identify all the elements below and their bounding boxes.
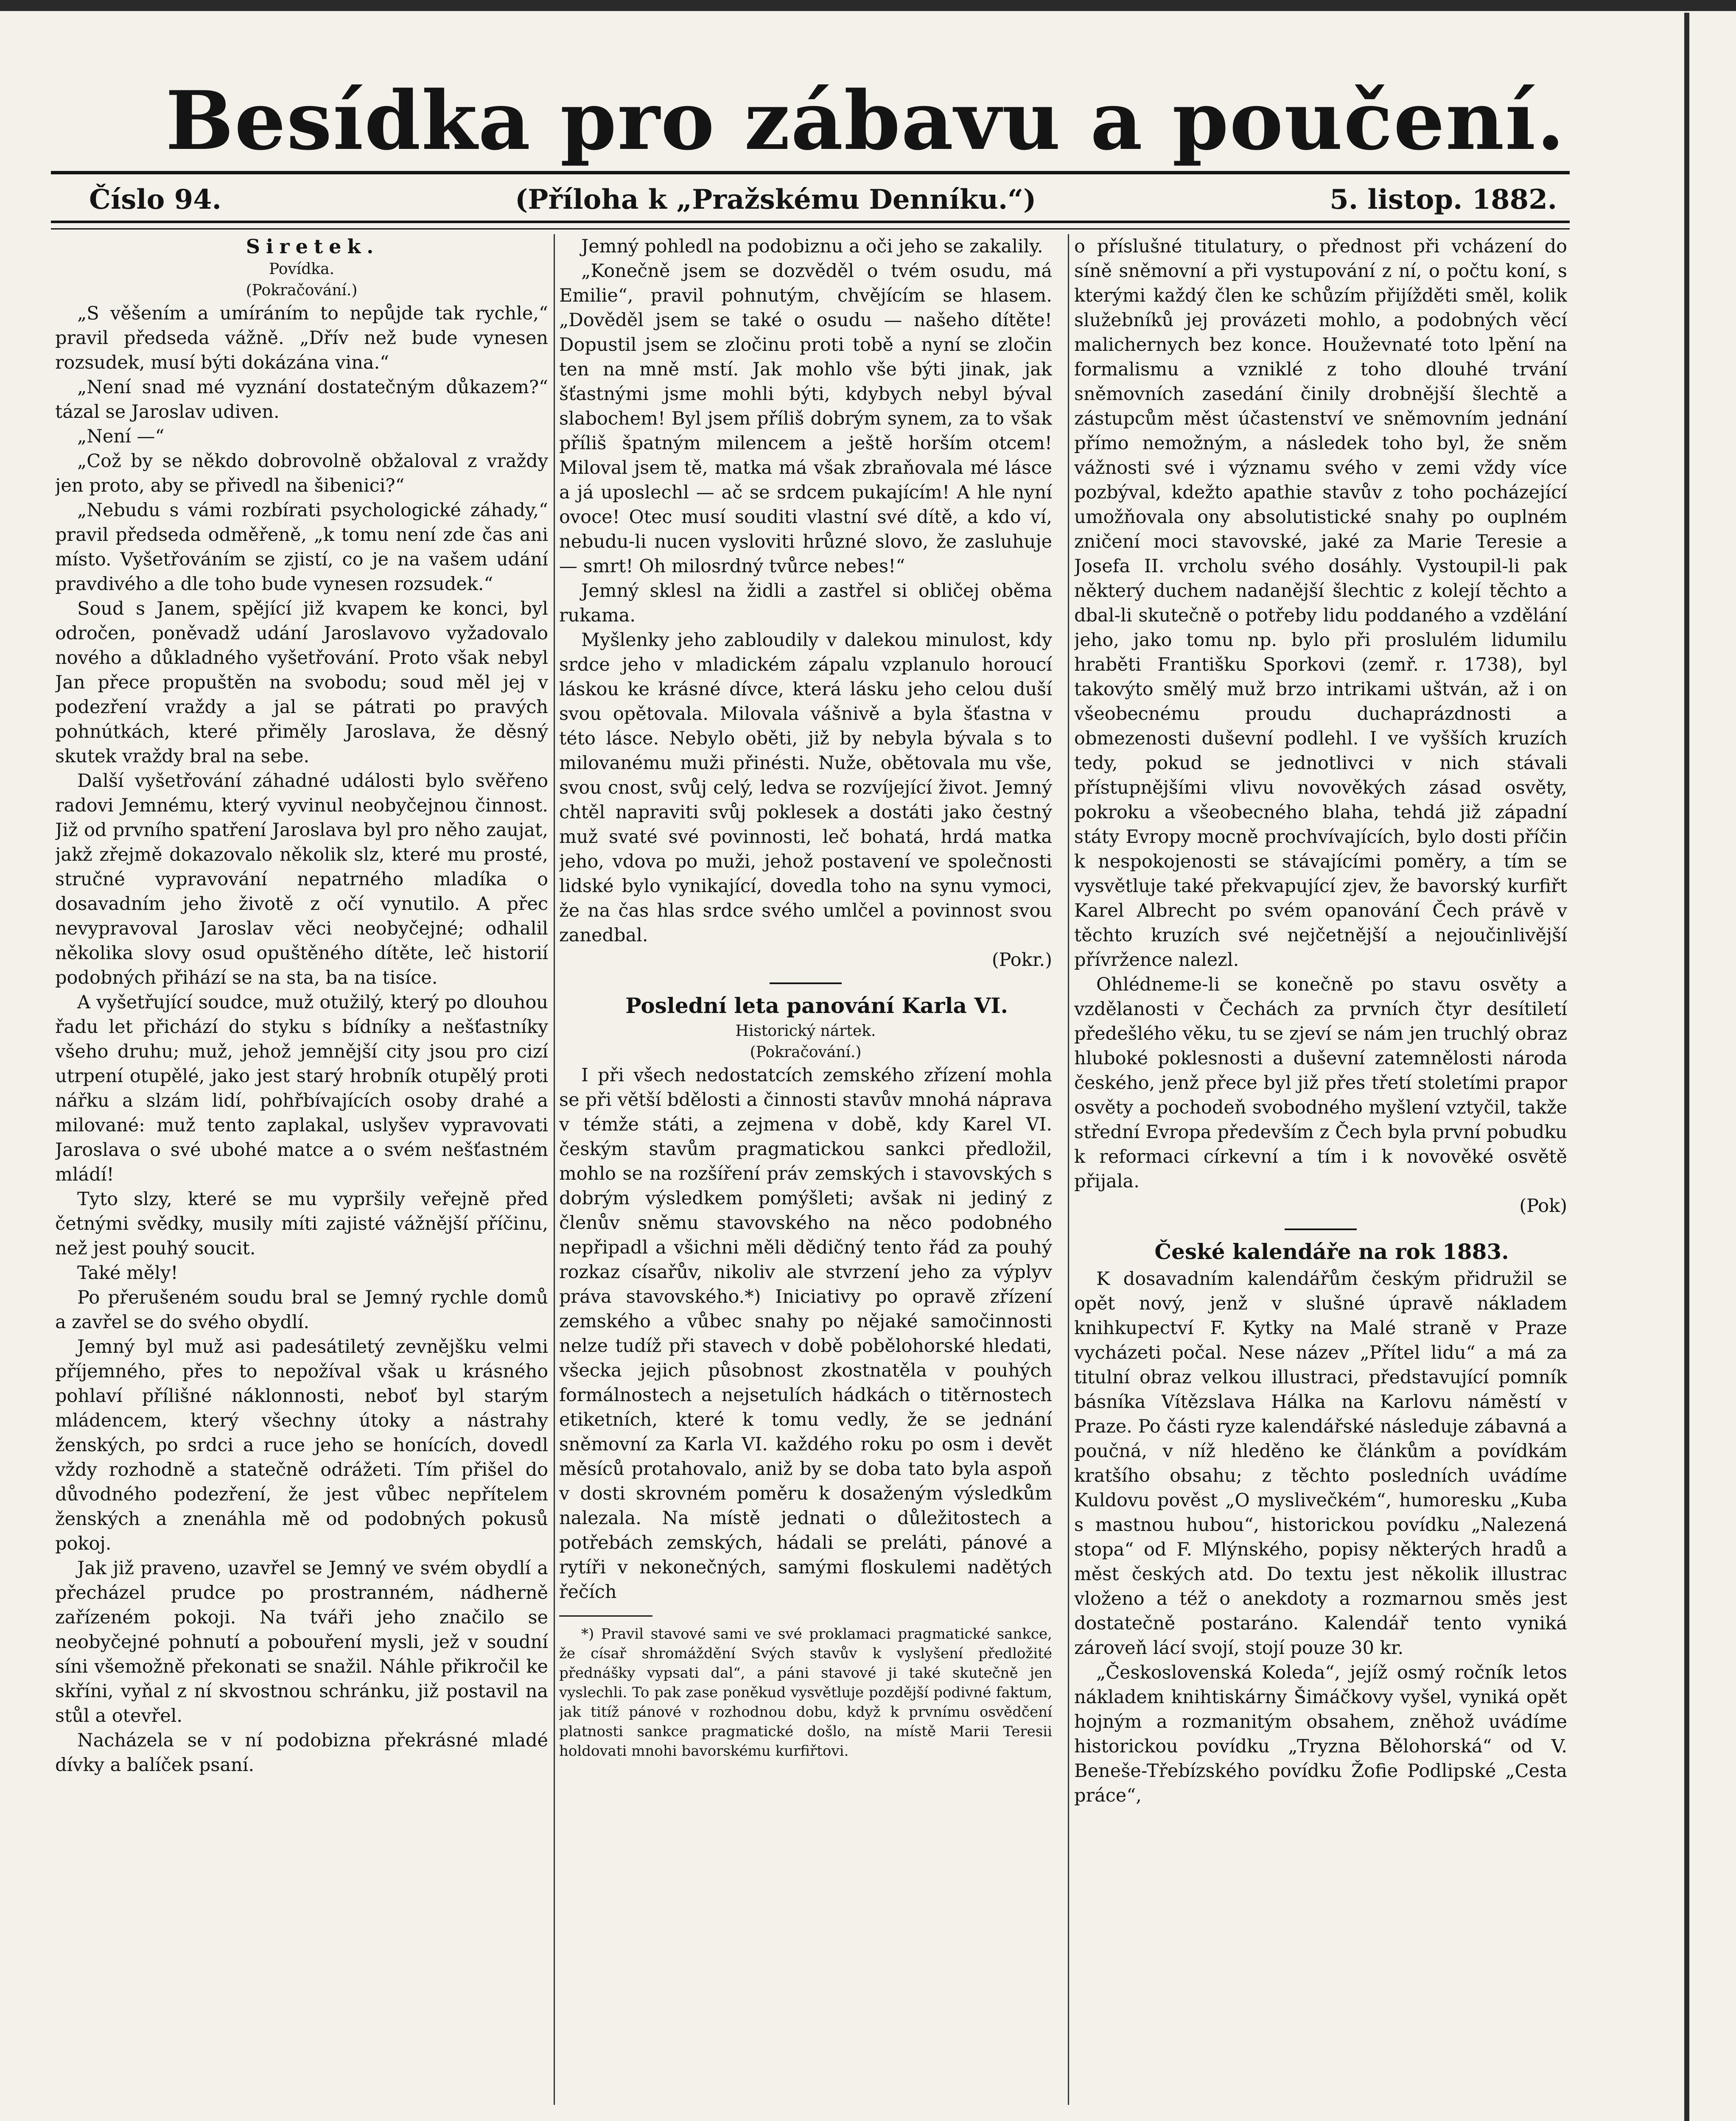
paragraph: „Československá Koleda“, jejíž osmý ročník letos nákladem knihtiskárny Šimáčkovy vyšel, vyniká opět hojným a rozmanitým obsahem, zněhož uvádíme historickou povídku „Tryzna Bělohorská“ od V. Beneše-Třebízského povídku Žofie Podlipské „Cesta práce“, xyxy=(1074,1662,1567,1806)
footnote-separator xyxy=(559,1615,652,1617)
paragraph: Myšlenky jeho zabloudily v dalekou minulost, kdy srdce jeho v mladickém zápalu vzplanulo horoucí láskou ke krásné dívce, která lásku jeho celou duší svou opětovala. Milovala vášnivě a byla šťastna v této lásce. Nebylo oběti, již by nebyla bývala s to milovanému muži přinésti. Nuže, obětovala mu vše, svou cnost, svůj celý, ledva se rozvíjející život. Jemný chtěl napraviti svůj poklesek a dostáti jako čestný muž svaté své povinnosti, leč bohatá, hrdá matka jeho, vdova po muži, jehož postavení ve společnosti lidské bylo vynikající, dovedla toho na synu vymoci, že na čas hlas srdce svého umlčel a povinnost svou zanedbal. xyxy=(559,630,1052,946)
paragraph: o příslušné titulatury, o přednost při vcházení do síně sněmovní a při vystupování z ní, o počtu koní, s kterými každý člen ke schůzím přijížděti směl, kolik služebníků jej provázeti mohlo, a podobných věcí malichernych bez konce. Houževnaté toto lpění na formalismu a vzniklé z toho dlouhé trvání sněmovních zasedání činily drobnější šlechtě a zástupcům měst účastenství ve sněmovním jednání přímo nemožným, a následek toho byl, že sněm vážnosti své i významu svého v zemi vždy více pozbýval, kdežto apathie stavův z toho pocházející umožňovala ony absolutistické snahy po ouplném zničení moci stavovské, jaké za Marie Teresie a Josefa II. vrcholu svého dosáhly. Vystoupil-li pak některý duchem nadanější šlechtic z kolejí těchto a dbal-li skutečně o potřeby lidu poddaného a vzdělání jeho, jako tomu np. bylo při proslulém lidumilu hraběti Františku Sporkovi (zemř. r. 1738), byl takovýto smělý muž brzo intrikami uštván, až i on všeobecnému proudu duchaprázdnosti a obmezenosti duševní podlehl. I ve vyšších kruzích tedy, pokud se jednotlivci v nich stávali přístupnějšími vlivu novověkých zásad osvěty, pokroku a všeobecného blaha, tehdá již západní státy Evropy mocně prochvívajících, bylo dosti příčin k nespokojenosti se stávajícími poměry, a tím se vysvětluje také překvapující zjev, že bavorský kurfiřt Karel Albrecht po svém opanování Čech právě v těchto kruzích své nejčetnější a nejoučinlivější přívržence nalezl. xyxy=(1074,236,1567,971)
continuation-note: (Pok) xyxy=(1519,1195,1567,1217)
paragraph: „Což by se někdo dobrovolně obžaloval z vraždy jen proto, aby se přivedl na šibenici?“ xyxy=(55,451,548,496)
article-continuation: (Pokračování.) xyxy=(750,1044,862,1061)
article-title-kalendare: České kalendáře na rok 1883. xyxy=(1154,1239,1509,1264)
paragraph: I při všech nedostatcích zemského zřízení mohla se při větší bdělosti a činnosti stavův mnohá náprava v témže státi, a zejmena v době, kdy Karel VI. českým stavům pragmatickou sankci předložil, mohlo se na rozšíření práv zemských i stavovských s dobrým výsledkem pomýšleti; avšak ni jediný z členův sněmu stavovského na něco podobného nepřipadl a všichni měli dědičný tento řád za pouhý rozkaz císařův, nikoliv ale stvrzení jeho za výplyv práva stavovského.*) Iniciativy po opravě zřízení zemského a vůbec snahy po nějaké samočinnosti nelze tudíž při stavech v době pobělohorské hledati, všecka jejich působnost zkostnatěla v pouhých formálnostech a nejsetulích hádkách o titěrnostech etiketních, které k tomu vedly, že se jednání sněmovní za Karla VI. každého roku po osm i devět měsíců protahovalo, aniž by se doba tato byla aspoň v dosti skrovném poměru k dosaženým výsledkům nalezala. Na místě jednati o důležitostech a potřebách zemských, hádali se preláti, pánové a rytíři v nekonečných, samými floskulemi nadětých řečích xyxy=(559,1065,1052,1603)
issue-supplement: (Příloha k „Pražskému Denníku.“) xyxy=(515,183,1036,215)
column-1 xyxy=(55,234,548,2105)
scan-edge-right xyxy=(1684,13,1689,2121)
masthead-title: Besídka pro zábavu a poučení. xyxy=(165,73,1565,168)
continuation-note: (Pokr.) xyxy=(991,949,1052,971)
section-separator xyxy=(770,982,842,984)
issue-date: 5. listop. 1882. xyxy=(1330,183,1557,215)
paragraph: Jemný sklesl na židli a zastřel si obličej oběma rukama. xyxy=(559,580,1052,626)
paragraph: „Nebudu s vámi rozbírati psychologické záhady,“ pravil předseda odměřeně, „k tomu není zde čas ani místo. Vyšetřováním se zjistí, co je na vašem udání pravdivého a dle toho bude vynesen rozsudek.“ xyxy=(55,500,548,595)
section-separator xyxy=(1285,1228,1357,1230)
paragraph: „Není snad mé vyznání dostatečným důkazem?“ tázal se Jaroslav udiven. xyxy=(55,377,548,423)
paragraph: Nacházela se v ní podobizna překrásné mladé dívky a balíček psaní. xyxy=(55,1730,548,1776)
column-2 xyxy=(559,234,1052,2105)
paragraph: „S věšením a umíráním to nepůjde tak rychle,“ pravil předseda vážně. „Dřív než bude vynesen rozsudek, musí býti dokázána vina.“ xyxy=(55,303,548,373)
paragraph: Jemný byl muž asi padesátiletý zevnějšku velmi příjemného, přes to nepožíval však u krásného pohlaví přílišné náklonnosti, neboť byl starým mládencem, který všechny útoky a nástrahy ženských, po srdci a ruce jeho se honících, dovedl vždy rozhodně a statečně odrážeti. Tím přišel do důvodného podezření, že jest vůbec nepřítelem ženských a znenáhla mě od podobných pokusů pokoj. xyxy=(55,1336,548,1554)
column-3 xyxy=(1074,234,1567,2105)
paragraph: Po přerušeném soudu bral se Jemný rychle domů a zavřel se do svého obydlí. xyxy=(55,1287,548,1333)
paragraph: Také měly! xyxy=(77,1262,178,1284)
paragraph: „Není —“ xyxy=(77,426,165,447)
paragraph: K dosavadním kalendářům českým přidružil se opět nový, jenž v slušné úpravě nákladem knihkupectví F. Kytky na Malé straně v Praze vycházeti počal. Nese název „Přítel lidu“ a má za titulní obraz velkou illustraci, představující pomník básníka Vítězslava Hálka na Karlovu náměstí v Praze. Po části ryze kalendářské následuje zábavná a poučná, v níž hleděno ke článkům a povídkám kratšího obsahu; z těchto posledních uvádíme Kuldovu pověst „O myslivečkém“, humoresku „Kuba s mastnou hubou“, historickou povídku „Nalezená stopa“ od F. Mlýnského, popisy některých hradů a měst českých atd. Do textu jest několik illustrac vloženo a též o anekdoty a rozmarnou směs jest dostatečně postaráno. Kalendář tento vyniká zároveň lácí svojí, stojí pouze 30 kr. xyxy=(1074,1268,1567,1659)
column-divider xyxy=(554,234,555,2105)
article-genre: Povídka. xyxy=(269,260,335,278)
article-title-siretek: Siretek. xyxy=(246,235,380,258)
masthead-rule xyxy=(51,171,1570,174)
column-divider xyxy=(1068,234,1069,2105)
scan-edge-top xyxy=(0,0,1736,11)
footnote: *) Pravil stavové sami ve své proklamaci pragmatické sankce, že císař shromáždění Svých stavův k vyslyšení předložité přednášky vypsati dal“, a páni stavové ji také skutečně jen vyslechli. To pak zase poněkud vysvětluje pozdější podivné faktum, jak titíž pánové v rozhodnou dobu, když k prvnímu osvědčení platnosti sankce pragmatické došlo, na místě Marii Teresii holdovati mnohi bavorskému kurfiřtovi. xyxy=(559,1626,1052,1760)
paragraph: Další vyšetřování záhadné události bylo svěřeno radovi Jemnému, který vyvinul neobyčejnou činnost. Již od prvního spatření Jaroslava byl pro něho zaujat, jakž zřejmě dokazovalo několik slz, které mu prosté, stručné vypravování nepatrného mladíka o dosavadním jeho životě z očí vynutilo. A přec nevypravoval Jaroslav věci neobyčejné; odhalil několika slovy osud opuštěného dítěte, leč historií podobných přihází se na sta, ba na tisíce. xyxy=(55,770,548,988)
article-subtitle: Historický nártek. xyxy=(735,1022,876,1040)
issue-rule xyxy=(51,221,1570,223)
article-continuation: (Pokračování.) xyxy=(246,282,358,299)
paragraph: „Konečně jsem se dozvěděl o tvém osudu, má Emilie“, pravil pohnutým, chvějícím se hlasem. „Dověděl jsem se také o osudu — našeho dítěte! Dopustil jsem se zločinu proti tobě a nyní se zločin ten na mně mstí. Jak mohlo vše býti jinak, jak šťastnými jsme mohli býti, kdybych nebyl býval slabochem! Byl jsem příliš dobrým synem, za to však příliš špatným milencem a ještě horším otcem! Miloval jsem tě, matka má však zbraňovala mé lásce a já uposlechl — ač se srdcem pukajícím! A hle nyní ovoce! Otec musí souditi vlastní své dítě, a kdo ví, nebudu-li nucen vysloviti hrůzné slovo, že zasluhuje — smrt! Oh milosrdný tvůrce nebes!“ xyxy=(559,260,1052,577)
masthead xyxy=(64,68,1667,174)
article-title-karel: Poslední leta panování Karla VI. xyxy=(625,993,1008,1018)
paragraph: Jak již praveno, uzavřel se Jemný ve svém obydlí a přecházel prudce po prostranném, nádherně zařízeném pokoji. Na tváři jeho značilo se neobyčejné pohnutí a pobouření mysli, jež v soudní síni všemožně překonati se snažil. Náhle přikročil ke skříni, vyňal z ní skvostnou schránku, již postavil na stůl a otevřel. xyxy=(55,1558,548,1726)
paragraph: Tyto slzy, které se mu vypršily veřejně před četnými svědky, musily míti zajisté vážnější příčinu, než jest pouhý soucit. xyxy=(55,1189,548,1259)
issue-number: Číslo 94. xyxy=(89,183,221,215)
paragraph: Jemný pohledl na podobiznu a oči jeho se zakalily. xyxy=(581,236,1043,257)
paragraph: Soud s Janem, spějící již kvapem ke konci, byl odročen, poněvadž udání Jaroslavovo vyžadovalo nového a důkladného vyšetřování. Proto však nebyl Jan přece propuštěn na svobodu; soud měl jej v podezření vraždy a jal se pátrati po pravých pohnútkách, které přiměly Jaroslava, že děsný skutek vraždy bral na sebe. xyxy=(55,598,548,767)
paragraph: A vyšetřující soudce, muž otužilý, který po dlouhou řadu let přichází do styku s bídníky a nešťastníky všeho druhu; muž, jehož jemnější city jsou pro cizí utrpení otupělé, jako jest starý hrobník otupělý proti nářku a slzám lidí, pohřbívajících osoby drahé a milované: muž tento zaplakal, uslyšev vypravovati Jaroslava o své ubohé matce a o svém nešťastném mládí! xyxy=(55,992,548,1185)
issue-line xyxy=(89,178,1557,221)
paragraph: Ohlédneme-li se konečně po stavu osvěty a vzdělanosti v Čechách za prvních čtyr desítiletí předešlého věku, tu se zjeví se nám jen truchlý obraz hluboké poklesnosti a duševní zatemnělosti národa českého, jenž přece byl již přes třetí stoletími prapor osvěty a pochodeň svobodného myšlení vztyčil, takže střední Evropa především z Čech byla první pobudku k reformaci církevní a tím i k novověké osvětě přijala. xyxy=(1074,974,1567,1192)
issue-rule-thin xyxy=(51,228,1570,229)
